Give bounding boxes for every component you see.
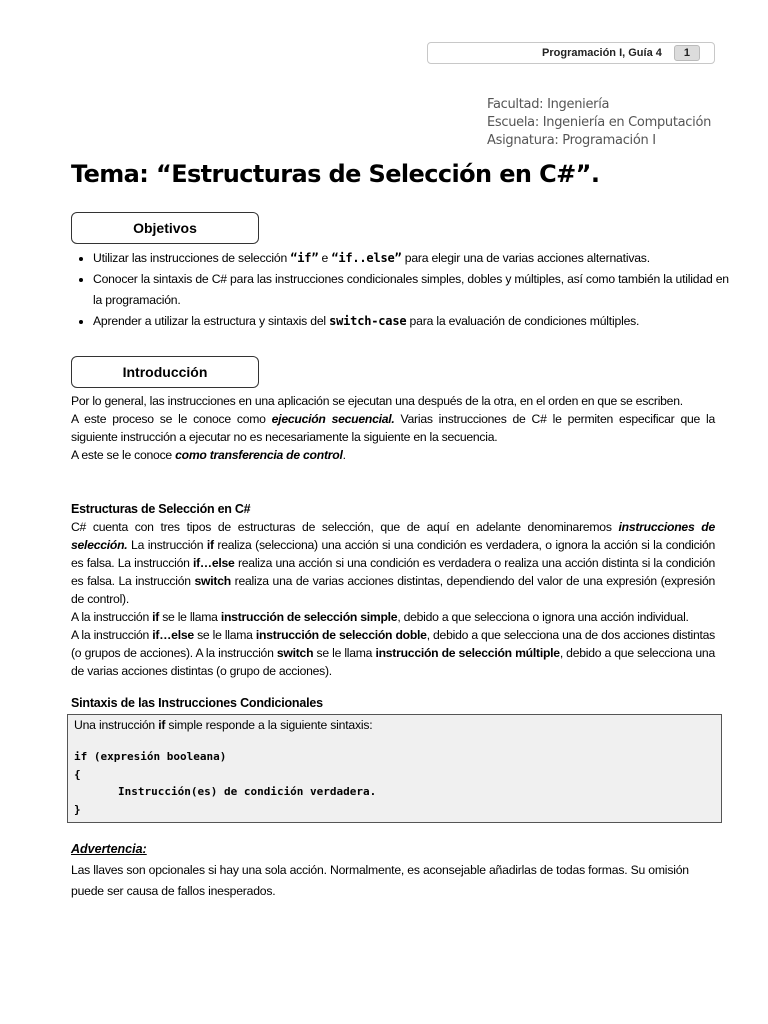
code-if: “if”	[290, 251, 319, 265]
faculty-line: Facultad: Ingeniería	[487, 97, 610, 112]
intro-text: A este se le conoce	[71, 448, 176, 462]
body-text: A la instrucción	[71, 628, 153, 642]
intro-paragraph	[71, 410, 715, 446]
intro-paragraph: Por lo general, las instrucciones en una aplicación se ejecutan una después de la otra, en el orden en que se escriben.	[71, 394, 683, 408]
body-text: realiza (selecciona) una acción si una condición es verdadera, o ignora la acción si la condición es falsa. La instrucción	[71, 538, 715, 570]
intro-paragraph	[71, 446, 715, 464]
code-line: }	[74, 802, 81, 816]
code-switch-case: switch-case	[329, 314, 407, 328]
introduction-heading: Introducción	[71, 356, 259, 388]
keyword-if-else: if…else	[192, 556, 235, 570]
warning-title: Advertencia:	[71, 842, 147, 856]
body-text: La instrucción	[127, 538, 207, 552]
term-seleccion-multiple: instrucción de selección múltiple	[375, 646, 560, 660]
body-text: se le llama	[159, 610, 221, 624]
intro-text: Varias instrucciones de C# le permiten especificar que la siguiente instrucción a ejecutar no es necesariamente la siguiente en la secuencia.	[71, 412, 715, 444]
page-title: Tema: “Estructuras de Selección en C#”.	[71, 160, 600, 188]
structures-section	[71, 500, 715, 680]
objective-text: e	[318, 251, 332, 265]
objective-text: Aprender a utilizar la estructura y sintaxis del	[93, 314, 330, 328]
objective-item	[93, 311, 739, 332]
body-text: , debido a que selecciona una de dos acciones distintas (o grupos de acciones). A la instrucción	[71, 628, 715, 660]
header-title: Programación I, Guía 4	[542, 47, 662, 59]
objectives-heading: Objetivos	[71, 212, 259, 244]
code-line: {	[74, 767, 81, 781]
keyword-switch: switch	[194, 574, 231, 588]
syntax-code-box	[67, 714, 722, 823]
body-text: Una instrucción	[74, 718, 159, 732]
keyword-if: if	[152, 610, 160, 624]
body-text: , debido a que selecciona una de varias acciones distintas (o grupo de acciones).	[71, 646, 715, 678]
syntax-intro	[74, 717, 715, 734]
objective-text: para la evaluación de condiciones múltiples.	[406, 314, 640, 328]
body-text: C# cuenta con tres tipos de estructuras de selección, que de aquí en adelante denominaremos	[71, 520, 619, 534]
objectives-list	[71, 248, 739, 332]
intro-text: A este proceso se le conoce como	[71, 412, 272, 426]
structures-paragraph	[71, 608, 715, 626]
objective-item	[93, 269, 739, 311]
body-text: simple responde a la siguiente sintaxis:	[165, 718, 373, 732]
structures-paragraph	[71, 518, 715, 608]
structures-heading: Estructuras de Selección en C#	[71, 502, 251, 516]
syntax-heading: Sintaxis de las Instrucciones Condicionales	[71, 696, 323, 710]
subject-line: Asignatura: Programación I	[487, 133, 656, 148]
body-text: se le llama	[313, 646, 376, 660]
body-text: , debido a que selecciona o ignora una acción individual.	[397, 610, 689, 624]
objective-item	[93, 248, 739, 269]
objective-text: Utilizar las instrucciones de selección	[93, 251, 291, 265]
objective-text: Conocer la sintaxis de C# para las instrucciones condicionales simples, dobles y múltiples, así como también la utilidad en la programación.	[93, 272, 729, 307]
body-text: se le llama	[193, 628, 256, 642]
structures-paragraph	[71, 626, 715, 680]
term-instrucciones-seleccion: instrucciones de selección.	[71, 520, 715, 552]
body-text: realiza una de varias acciones distintas, dependiendo del valor de una expresión (expresión de control).	[71, 574, 716, 606]
term-seleccion-simple: instrucción de selección simple	[220, 610, 398, 624]
term-seleccion-doble: instrucción de selección doble	[255, 628, 427, 642]
objective-text: para elegir una de varias acciones alternativas.	[401, 251, 650, 265]
course-meta	[487, 96, 711, 150]
body-text: A la instrucción	[71, 610, 153, 624]
code-line: Instrucción(es) de condición verdadera.	[118, 785, 377, 798]
introduction-text	[71, 392, 715, 464]
code-block	[74, 748, 715, 818]
code-if-else: “if..else”	[331, 251, 402, 265]
intro-text: .	[342, 448, 346, 462]
code-line: if (expresión booleana)	[74, 750, 227, 763]
keyword-if: if	[158, 718, 166, 732]
keyword-if-else: if…else	[152, 628, 194, 642]
page-number: 1	[674, 45, 700, 61]
page-header	[427, 42, 715, 64]
term-transferencia-control: como transferencia de control	[175, 448, 343, 462]
school-line: Escuela: Ingeniería en Computación	[487, 115, 712, 130]
term-ejecucion-secuencial: ejecución secuencial.	[271, 412, 395, 426]
keyword-if: if	[206, 538, 214, 552]
keyword-switch: switch	[276, 646, 314, 660]
warning-text: Las llaves son opcionales si hay una sola acción. Normalmente, es aconsejable añadirlas de todas formas. Su omisión puede ser causa de fallos inesperados.	[71, 863, 689, 898]
body-text: realiza una acción si una condición es verdadera o realiza una acción distinta si la condición es falsa. La instrucción	[71, 556, 715, 588]
